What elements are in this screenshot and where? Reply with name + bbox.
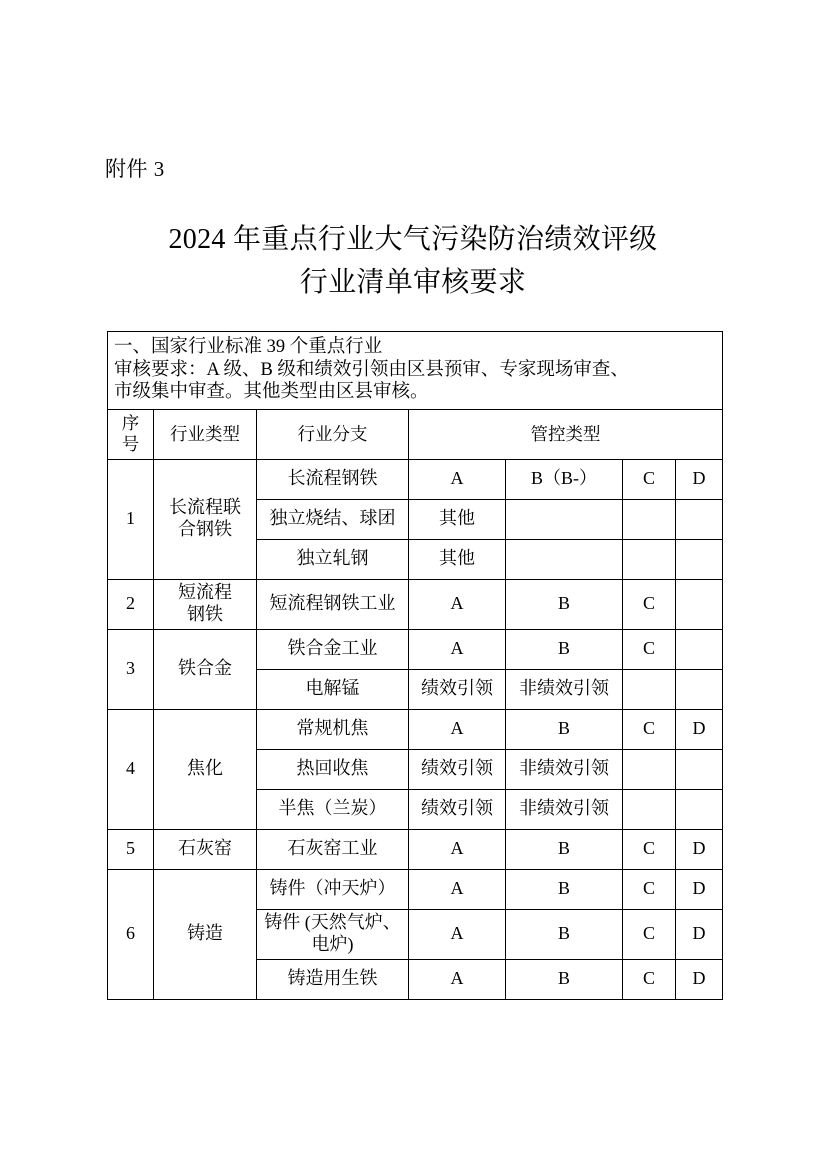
row-industry-branch: 热回收焦 xyxy=(257,749,409,789)
row-industry-branch: 铸件（冲天炉） xyxy=(257,869,409,909)
table-row xyxy=(108,709,723,749)
row-control-c: C xyxy=(623,959,676,999)
row-control-d: D xyxy=(676,869,723,909)
row-control-b xyxy=(506,499,623,539)
row-control-b xyxy=(506,539,623,579)
row-control-b: B xyxy=(506,579,623,629)
row-control-a: A xyxy=(409,459,506,499)
intro-cell xyxy=(108,332,723,410)
row-control-c xyxy=(623,669,676,709)
row-control-c: C xyxy=(623,869,676,909)
page-title-line-2: 行业清单审核要求 xyxy=(299,267,527,298)
row-index: 1 xyxy=(108,459,154,579)
row-industry-type xyxy=(154,869,257,999)
row-industry-type-line-1: 铁合金 xyxy=(178,658,232,679)
row-control-a: 绩效引领 xyxy=(409,749,506,789)
row-industry-branch: 长流程钢铁 xyxy=(257,459,409,499)
row-industry-branch: 常规机焦 xyxy=(257,709,409,749)
table-header-row xyxy=(108,409,723,459)
row-control-d: D xyxy=(676,959,723,999)
row-industry-type xyxy=(154,629,257,709)
row-control-b: B xyxy=(506,829,623,869)
row-control-b: B xyxy=(506,909,623,959)
row-control-d: D xyxy=(676,709,723,749)
table-row xyxy=(108,869,723,909)
row-control-a: 绩效引领 xyxy=(409,669,506,709)
row-industry-type xyxy=(154,579,257,629)
row-industry-branch: 铁合金工业 xyxy=(257,629,409,669)
row-control-d xyxy=(676,749,723,789)
row-control-a: A xyxy=(409,829,506,869)
row-control-a: A xyxy=(409,629,506,669)
row-control-c xyxy=(623,539,676,579)
row-industry-type-line-1: 石灰窑 xyxy=(178,838,232,859)
row-industry-type-line-1: 长流程联 xyxy=(169,497,241,518)
row-industry-type xyxy=(154,709,257,829)
row-control-c: C xyxy=(623,829,676,869)
row-industry-branch: 独立烧结、球团 xyxy=(257,499,409,539)
row-control-c: C xyxy=(623,709,676,749)
row-control-c: C xyxy=(623,579,676,629)
row-industry-branch-line-2: 电炉) xyxy=(311,934,354,955)
row-control-b: B（B-） xyxy=(506,459,623,499)
row-industry-branch-line-1: 铸件 (天然气炉、 xyxy=(264,912,401,933)
row-control-a: A xyxy=(409,959,506,999)
column-header-industry-type: 行业类型 xyxy=(154,409,257,459)
row-control-d: D xyxy=(676,829,723,869)
row-control-b: B xyxy=(506,629,623,669)
row-industry-type-line-1: 焦化 xyxy=(187,758,223,779)
row-control-b: B xyxy=(506,709,623,749)
row-control-d: D xyxy=(676,909,723,959)
page-title xyxy=(103,218,723,304)
intro-line-2: 审核要求：A 级、B 级和绩效引领由区县预审、专家现场审查、 xyxy=(114,359,629,380)
row-industry-type-line-2: 钢铁 xyxy=(187,604,223,625)
table-row xyxy=(108,459,723,499)
row-control-c xyxy=(623,789,676,829)
row-index: 6 xyxy=(108,869,154,999)
column-header-control-type: 管控类型 xyxy=(409,409,723,459)
row-control-b: 非绩效引领 xyxy=(506,789,623,829)
table-intro-row xyxy=(108,332,723,410)
industry-listing-table-wrapper xyxy=(107,331,722,1000)
column-header-index-line-1: 序 xyxy=(121,413,140,434)
row-industry-type-line-1: 铸造 xyxy=(187,923,223,944)
row-control-b: B xyxy=(506,959,623,999)
row-control-d xyxy=(676,669,723,709)
row-control-b: 非绩效引领 xyxy=(506,669,623,709)
row-industry-branch: 半焦（兰炭） xyxy=(257,789,409,829)
attachment-label: 附件 3 xyxy=(105,157,165,181)
column-header-index xyxy=(108,409,154,459)
row-industry-type xyxy=(154,459,257,579)
row-industry-type xyxy=(154,829,257,869)
row-control-d xyxy=(676,499,723,539)
table-row xyxy=(108,629,723,669)
table-row xyxy=(108,829,723,869)
row-control-a: A xyxy=(409,579,506,629)
row-control-d xyxy=(676,629,723,669)
row-control-a: A xyxy=(409,909,506,959)
row-control-c: C xyxy=(623,909,676,959)
page-title-line-1: 2024 年重点行业大气污染防治绩效评级 xyxy=(168,224,658,255)
industry-listing-table xyxy=(107,331,723,1000)
row-control-a: 其他 xyxy=(409,539,506,579)
row-industry-type-line-2: 合钢铁 xyxy=(178,519,232,540)
row-industry-branch: 铸造用生铁 xyxy=(257,959,409,999)
row-control-c: C xyxy=(623,629,676,669)
table-row xyxy=(108,579,723,629)
row-index: 2 xyxy=(108,579,154,629)
row-index: 5 xyxy=(108,829,154,869)
row-control-b: B xyxy=(506,869,623,909)
row-control-d xyxy=(676,539,723,579)
row-industry-branch: 电解锰 xyxy=(257,669,409,709)
row-control-d xyxy=(676,789,723,829)
row-control-a: A xyxy=(409,709,506,749)
row-control-b: 非绩效引领 xyxy=(506,749,623,789)
row-control-c xyxy=(623,499,676,539)
row-control-c xyxy=(623,749,676,789)
row-control-c: C xyxy=(623,459,676,499)
column-header-industry-branch: 行业分支 xyxy=(257,409,409,459)
row-industry-branch: 短流程钢铁工业 xyxy=(257,579,409,629)
row-control-a: A xyxy=(409,869,506,909)
row-industry-branch: 石灰窑工业 xyxy=(257,829,409,869)
row-control-d: D xyxy=(676,459,723,499)
row-industry-type-line-1: 短流程 xyxy=(178,582,232,603)
row-index: 4 xyxy=(108,709,154,829)
column-header-index-line-2: 号 xyxy=(121,434,140,455)
row-industry-branch: 独立轧钢 xyxy=(257,539,409,579)
intro-line-1: 一、国家行业标准 39 个重点行业 xyxy=(114,337,383,357)
row-control-d xyxy=(676,579,723,629)
row-index: 3 xyxy=(108,629,154,709)
row-control-a: 绩效引领 xyxy=(409,789,506,829)
row-industry-branch xyxy=(257,909,409,959)
intro-line-3: 市级集中审查。其他类型由区县审核。 xyxy=(114,382,429,403)
row-control-a: 其他 xyxy=(409,499,506,539)
